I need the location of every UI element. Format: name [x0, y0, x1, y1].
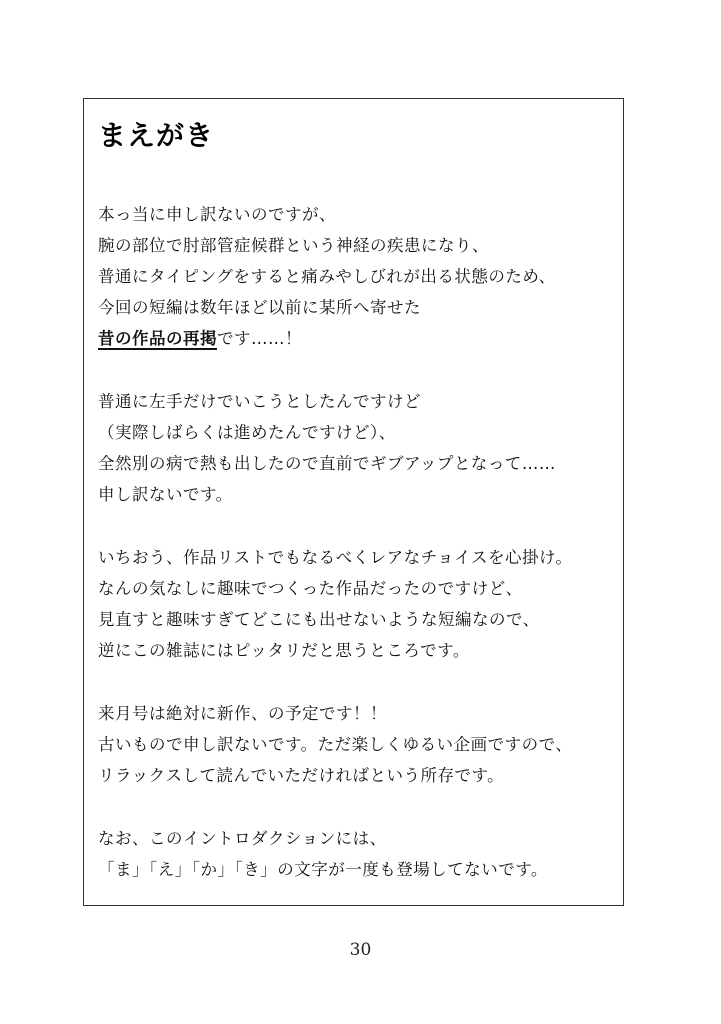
paragraph-2	[98, 386, 608, 510]
paragraph-5	[98, 823, 608, 885]
preface-body	[98, 199, 608, 917]
paragraph-4	[98, 698, 608, 791]
text-line: いちおう、作品リストでもなるべくレアなチョイスを心掛け。	[98, 548, 573, 567]
text-line-emphasis	[98, 323, 608, 354]
text-line: 古いもので申し訳ないです。ただ楽しくゆるい企画ですので、	[98, 735, 573, 754]
emphasized-phrase: 昔の作品の再掲	[98, 329, 217, 348]
page-title: まえがき	[98, 119, 215, 152]
text-line: 今回の短編は数年ほど以前に某所へ寄せた	[98, 298, 421, 317]
text-line: リラックスして読んでいただければという所存です。	[98, 766, 505, 785]
text-line: 見直すと趣味すぎてどこにも出せないような短編なので、	[98, 610, 540, 629]
emphasis-line-rest: です……！	[217, 329, 302, 348]
text-line: 普通にタイピングをすると痛みやしびれが出る状態のため、	[98, 267, 556, 286]
paragraph-3	[98, 542, 608, 666]
text-line: なんの気なしに趣味でつくった作品だったのですけど、	[98, 579, 523, 598]
text-line: 本っ当に申し訳ないのですが、	[98, 205, 336, 224]
text-line: （実際しばらくは進めたんですけど）、	[98, 423, 396, 442]
text-line: 全然別の病で熱も出したので直前でギブアップとなって……	[98, 454, 556, 473]
text-line: 申し訳ないです。	[98, 485, 233, 504]
text-line: 腕の部位で肘部管症候群という神経の疾患になり、	[98, 236, 489, 255]
text-line: 逆にこの雑誌にはピッタリだと思うところです。	[98, 641, 470, 660]
preface-frame	[83, 98, 624, 906]
text-line: なお、このイントロダクションには、	[98, 829, 387, 848]
paragraph-1	[98, 199, 608, 354]
text-line: 「ま」「え」「か」「き」の文字が一度も登場してないです。	[98, 860, 548, 879]
text-line: 来月号は絶対に新作、の予定です！！	[98, 704, 387, 723]
page-number: 30	[349, 940, 372, 960]
text-line: 普通に左手だけでいこうとしたんですけど	[98, 392, 421, 411]
